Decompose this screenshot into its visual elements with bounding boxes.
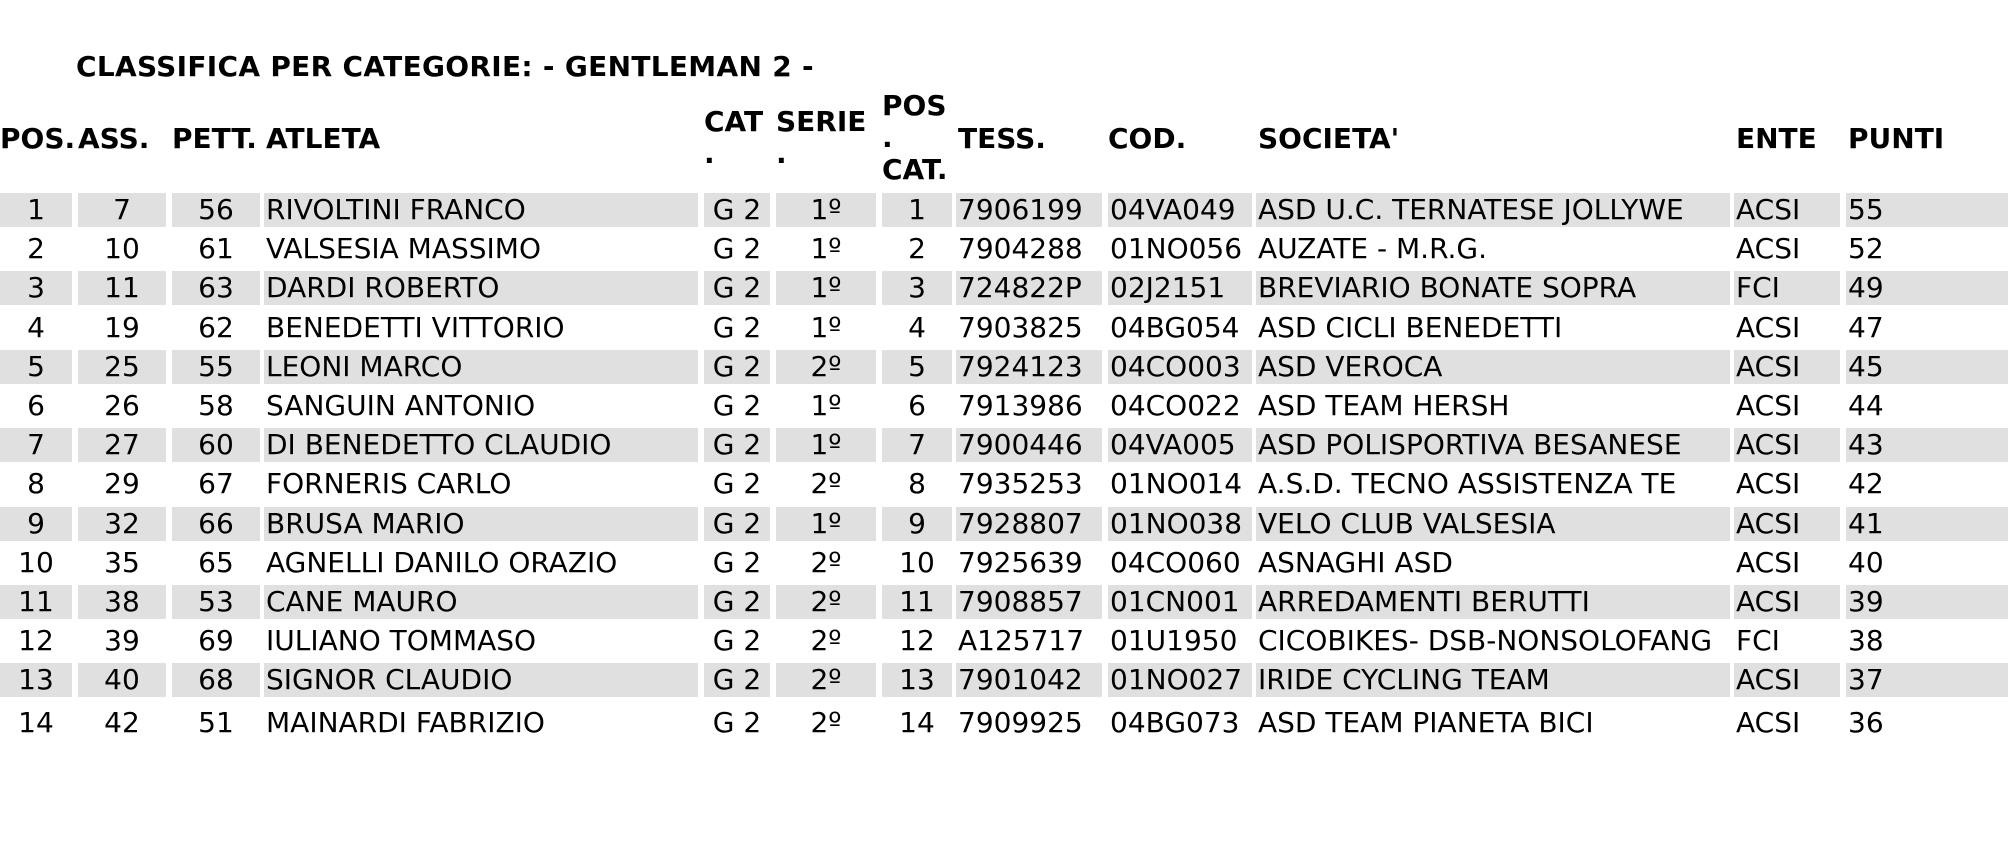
cell-ass: 27 (78, 428, 166, 462)
cell-ente: ACSI (1736, 310, 1801, 344)
table-row (0, 193, 2008, 227)
cell-tess: 7924123 (956, 350, 1102, 384)
cell-cat: G 2 (712, 545, 762, 579)
cell-pos: 3 (0, 271, 72, 305)
cell-serie: 2º (776, 350, 876, 384)
cell-poscat: 8 (908, 467, 926, 501)
cell-cod: 01NO056 (1110, 232, 1243, 266)
cell-ente: ACSI (1734, 663, 1840, 697)
cell-punti: 41 (1846, 507, 2008, 541)
cell-tess: 7928807 (956, 507, 1102, 541)
cell-punti: 52 (1848, 232, 1884, 266)
header-ass: ASS. (78, 121, 150, 155)
cell-poscat: 11 (882, 585, 952, 619)
cell-poscat: 7 (882, 428, 952, 462)
cell-ass: 38 (78, 585, 166, 619)
cell-punti: 44 (1848, 389, 1884, 422)
cell-atleta: FORNERIS CARLO (266, 467, 512, 501)
cell-serie: 1º (810, 310, 842, 344)
cell-societa: ASD TEAM HERSH (1258, 389, 1510, 422)
cell-pett: 68 (172, 663, 260, 697)
cell-ente: ACSI (1736, 232, 1801, 266)
cell-ente: FCI (1734, 271, 1840, 305)
cell-atleta: SIGNOR CLAUDIO (264, 663, 698, 697)
cell-ente: ACSI (1736, 389, 1801, 422)
cell-cod: 04CO003 (1108, 350, 1252, 384)
cell-tess: 7913986 (958, 389, 1083, 422)
cell-cod: 04BG073 (1110, 705, 1240, 739)
cell-pos: 11 (0, 585, 72, 619)
header-poscat-line2: . (882, 121, 893, 154)
cell-serie: 2º (810, 545, 842, 579)
cell-pos: 2 (27, 232, 45, 266)
cell-ass: 26 (104, 389, 140, 422)
table-row (0, 624, 2008, 658)
table-row (0, 350, 2008, 384)
cell-serie: 1º (776, 428, 876, 462)
cell-pett: 63 (172, 271, 260, 305)
cell-ente: ACSI (1736, 705, 1801, 739)
cell-ass: 42 (104, 705, 140, 739)
cell-pett: 58 (198, 389, 234, 422)
table-row (0, 585, 2008, 619)
cell-punti: 40 (1848, 545, 1884, 579)
cell-serie: 1º (810, 232, 842, 266)
cell-poscat: 9 (882, 507, 952, 541)
cell-pett: 51 (198, 705, 234, 739)
cell-punti: 42 (1848, 467, 1884, 501)
cell-ass: 11 (78, 271, 166, 305)
header-ente: ENTE (1736, 121, 1817, 155)
cell-poscat: 2 (908, 232, 926, 266)
header-poscat (882, 86, 948, 190)
cell-cat: G 2 (704, 193, 770, 227)
cell-societa: ASD POLISPORTIVA BESANESE (1256, 428, 1730, 462)
cell-poscat: 4 (908, 310, 926, 344)
cell-societa: VELO CLUB VALSESIA (1256, 507, 1730, 541)
cell-ente: ACSI (1734, 507, 1840, 541)
cell-cod: 04CO060 (1110, 545, 1241, 579)
cell-cod: 04VA005 (1108, 428, 1252, 462)
header-serie-line1: SERIE (776, 105, 867, 138)
cell-pos: 5 (0, 350, 72, 384)
cell-atleta: BENEDETTI VITTORIO (266, 310, 565, 344)
cell-tess: 7906199 (956, 193, 1102, 227)
table-row (0, 271, 2008, 305)
cell-cod: 04CO022 (1110, 389, 1241, 422)
cell-cat: G 2 (712, 389, 762, 422)
cell-pett: 62 (198, 310, 234, 344)
cell-serie: 1º (776, 193, 876, 227)
cell-serie: 2º (810, 705, 842, 739)
cell-cat: G 2 (712, 624, 762, 658)
header-serie (776, 86, 866, 190)
cell-tess: 7925639 (958, 545, 1083, 579)
cell-punti: 38 (1848, 624, 1884, 658)
cell-ente: ACSI (1734, 193, 1840, 227)
cell-societa: CICOBIKES- DSB-NONSOLOFANG (1258, 624, 1713, 658)
cell-societa: BREVIARIO BONATE SOPRA (1256, 271, 1730, 305)
cell-cat: G 2 (704, 585, 770, 619)
cell-serie: 2º (810, 624, 842, 658)
cell-pett: 66 (172, 507, 260, 541)
cell-ass: 10 (104, 232, 140, 266)
cell-ente: FCI (1736, 624, 1780, 658)
header-poscat-line3: CAT. (882, 153, 948, 186)
cell-poscat: 5 (882, 350, 952, 384)
cell-tess: A125717 (958, 624, 1085, 658)
cell-ente: ACSI (1736, 545, 1801, 579)
cell-tess: 7903825 (958, 310, 1083, 344)
cell-poscat: 10 (899, 545, 935, 579)
cell-pos: 6 (27, 389, 45, 422)
cell-cod: 01NO038 (1108, 507, 1252, 541)
cell-cat: G 2 (704, 428, 770, 462)
table-row (0, 507, 2008, 541)
cell-ass: 29 (104, 467, 140, 501)
cell-pos: 14 (18, 705, 54, 739)
header-cat (704, 86, 763, 190)
cell-atleta: DI BENEDETTO CLAUDIO (264, 428, 698, 462)
cell-pett: 69 (198, 624, 234, 658)
table-row (0, 311, 2008, 345)
cell-cat: G 2 (712, 467, 762, 501)
cell-poscat: 1 (882, 193, 952, 227)
cell-societa: ASD U.C. TERNATESE JOLLYWE (1256, 193, 1730, 227)
cell-serie: 1º (810, 389, 842, 422)
cell-pos: 1 (0, 193, 72, 227)
cell-tess: 724822P (956, 271, 1102, 305)
header-atleta: ATLETA (266, 121, 381, 155)
cell-ente: ACSI (1736, 467, 1801, 501)
cell-ass: 35 (104, 545, 140, 579)
cell-pos: 8 (27, 467, 45, 501)
cell-cod: 04VA049 (1108, 193, 1252, 227)
cell-punti: 47 (1848, 310, 1884, 344)
cell-cod: 01U1950 (1110, 624, 1238, 658)
cell-atleta: CANE MAURO (264, 585, 698, 619)
table-row (0, 706, 2008, 740)
header-cod: COD. (1108, 121, 1187, 155)
cell-punti: 39 (1846, 585, 2008, 619)
cell-tess: 7935253 (958, 467, 1083, 501)
cell-serie: 2º (776, 585, 876, 619)
cell-ass: 32 (78, 507, 166, 541)
cell-atleta: RIVOLTINI FRANCO (264, 193, 698, 227)
cell-ente: ACSI (1734, 350, 1840, 384)
cell-pos: 12 (18, 624, 54, 658)
header-poscat-line1: POS (882, 89, 947, 122)
cell-cod: 04BG054 (1110, 310, 1240, 344)
cell-atleta: SANGUIN ANTONIO (266, 389, 536, 422)
cell-cat: G 2 (704, 271, 770, 305)
header-pos: POS. (0, 121, 76, 155)
table-row (0, 389, 2008, 423)
cell-atleta: BRUSA MARIO (264, 507, 698, 541)
header-pett: PETT. (172, 121, 257, 155)
cell-cat: G 2 (704, 507, 770, 541)
cell-cat: G 2 (712, 232, 762, 266)
cell-societa: A.S.D. TECNO ASSISTENZA TE (1258, 467, 1677, 501)
cell-serie: 1º (776, 271, 876, 305)
cell-societa: ASD TEAM PIANETA BICI (1258, 705, 1594, 739)
cell-cod: 01CN001 (1108, 585, 1252, 619)
cell-tess: 7908857 (956, 585, 1102, 619)
cell-atleta: MAINARDI FABRIZIO (266, 705, 545, 739)
header-societa: SOCIETA' (1258, 121, 1400, 155)
cell-punti: 45 (1846, 350, 2008, 384)
table-row (0, 546, 2008, 580)
header-cat-line1: CAT (704, 105, 764, 138)
cell-cat: G 2 (704, 663, 770, 697)
cell-serie: 2º (776, 663, 876, 697)
cell-cod: 02J2151 (1108, 271, 1252, 305)
cell-cod: 01NO027 (1108, 663, 1252, 697)
cell-tess: 7900446 (956, 428, 1102, 462)
cell-ass: 40 (78, 663, 166, 697)
cell-pos: 4 (27, 310, 45, 344)
cell-tess: 7901042 (956, 663, 1102, 697)
cell-punti: 43 (1846, 428, 2008, 462)
cell-societa: ASD CICLI BENEDETTI (1258, 310, 1563, 344)
cell-pos: 10 (18, 545, 54, 579)
cell-pett: 67 (198, 467, 234, 501)
cell-societa: ARREDAMENTI BERUTTI (1256, 585, 1730, 619)
cell-punti: 37 (1846, 663, 2008, 697)
cell-ass: 25 (78, 350, 166, 384)
cell-cat: G 2 (712, 310, 762, 344)
page-title: CLASSIFICA PER CATEGORIE: - GENTLEMAN 2 - (76, 50, 814, 83)
cell-pos: 13 (0, 663, 72, 697)
cell-ass: 19 (104, 310, 140, 344)
cell-poscat: 13 (882, 663, 952, 697)
cell-cod: 01NO014 (1110, 467, 1243, 501)
cell-cat: G 2 (712, 705, 762, 739)
cell-pett: 60 (172, 428, 260, 462)
cell-pett: 53 (172, 585, 260, 619)
header-tess: TESS. (958, 121, 1046, 155)
cell-societa: ASD VEROCA (1256, 350, 1730, 384)
cell-societa: ASNAGHI ASD (1258, 545, 1453, 579)
cell-pos: 9 (0, 507, 72, 541)
cell-serie: 2º (810, 467, 842, 501)
cell-pett: 55 (172, 350, 260, 384)
cell-atleta: IULIANO TOMMASO (266, 624, 537, 658)
table-row (0, 663, 2008, 697)
cell-ass: 7 (78, 193, 166, 227)
table-row (0, 467, 2008, 501)
header-cat-line2: . (704, 137, 715, 170)
cell-pett: 61 (198, 232, 234, 266)
cell-cat: G 2 (704, 350, 770, 384)
header-serie-line2: . (776, 137, 787, 170)
cell-tess: 7904288 (958, 232, 1083, 266)
cell-punti: 55 (1846, 193, 2008, 227)
table-row (0, 428, 2008, 462)
cell-punti: 36 (1848, 705, 1884, 739)
cell-tess: 7909925 (958, 705, 1083, 739)
cell-atleta: LEONI MARCO (264, 350, 698, 384)
cell-poscat: 14 (899, 705, 935, 739)
cell-atleta: VALSESIA MASSIMO (266, 232, 541, 266)
cell-ente: ACSI (1734, 428, 1840, 462)
table-row (0, 232, 2008, 266)
cell-punti: 49 (1846, 271, 2008, 305)
header-punti: PUNTI (1848, 121, 1945, 155)
cell-pett: 65 (198, 545, 234, 579)
cell-pett: 56 (172, 193, 260, 227)
cell-ass: 39 (104, 624, 140, 658)
cell-societa: AUZATE - M.R.G. (1258, 232, 1488, 266)
cell-poscat: 6 (908, 389, 926, 422)
cell-poscat: 3 (882, 271, 952, 305)
cell-societa: IRIDE CYCLING TEAM (1256, 663, 1730, 697)
cell-serie: 1º (776, 507, 876, 541)
cell-atleta: DARDI ROBERTO (264, 271, 698, 305)
cell-atleta: AGNELLI DANILO ORAZIO (266, 545, 618, 579)
cell-pos: 7 (0, 428, 72, 462)
cell-ente: ACSI (1734, 585, 1840, 619)
cell-poscat: 12 (899, 624, 935, 658)
